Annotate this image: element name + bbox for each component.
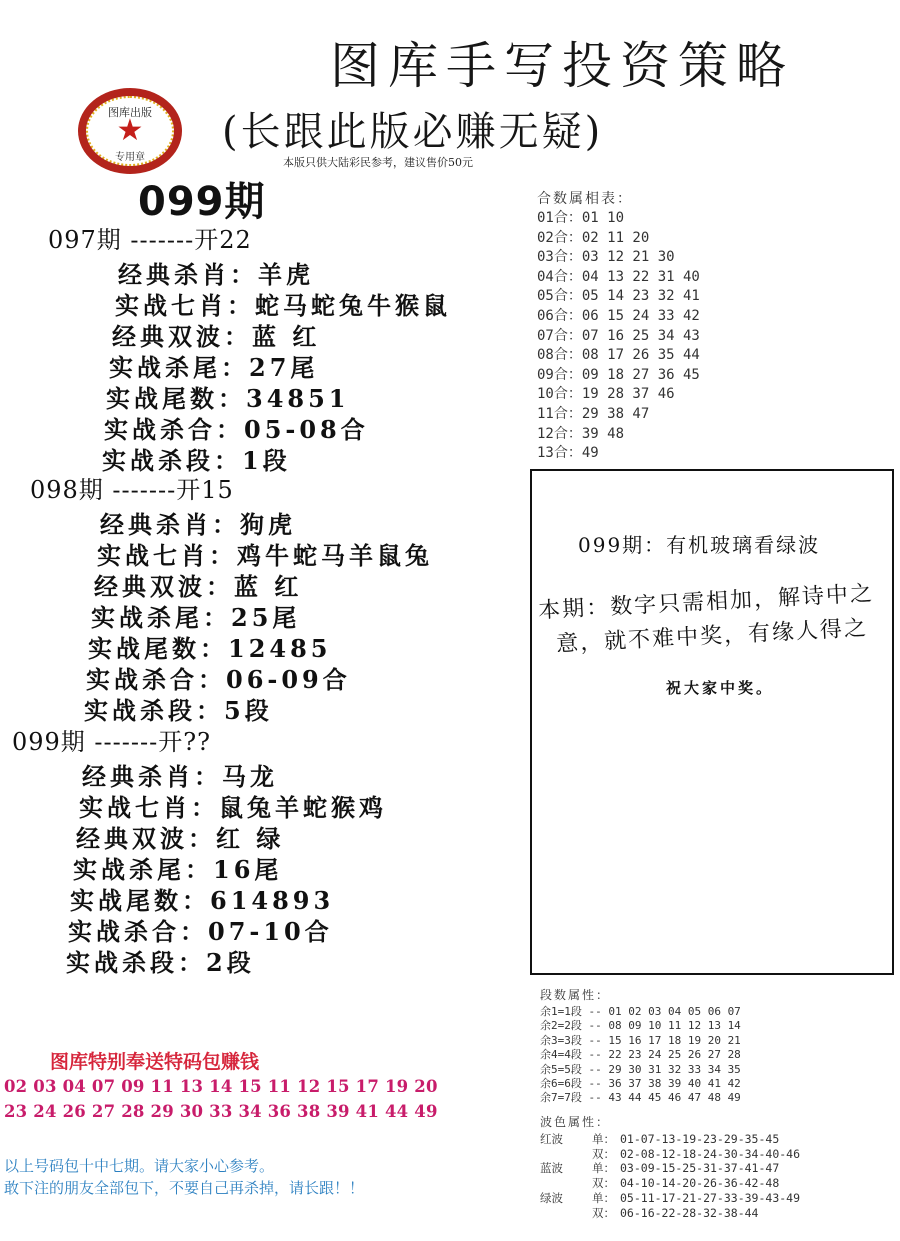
table-row: [540, 1132, 800, 1147]
table-row: 余1=1段 -- 01 02 03 04 05 06 07: [540, 1005, 741, 1018]
kill-sum-row: [12, 916, 387, 947]
table-row: 01合：01 10: [537, 210, 625, 226]
row-value: 马龙: [222, 762, 278, 791]
row-label: 实战尾数：: [70, 886, 210, 915]
period-block-098: [30, 470, 433, 726]
row-label: 实战杀段：: [66, 948, 206, 977]
table-row: 余2=2段 -- 08 09 10 11 12 13 14: [540, 1019, 741, 1033]
row-label: 经典杀肖：: [100, 510, 240, 539]
publisher-stamp: [78, 88, 182, 174]
table-row: [540, 1191, 800, 1206]
kill-sum-row: [48, 414, 451, 445]
row-value: 1段: [242, 446, 291, 475]
table-row: [540, 1147, 800, 1162]
row-value: 鸡牛蛇马羊鼠兔: [237, 541, 433, 570]
kill-zodiac-row: [12, 761, 387, 792]
row-value: 红 绿: [216, 824, 285, 853]
table-title: 段数属性：: [540, 988, 611, 1002]
double-wave-row: [12, 823, 387, 854]
row-label: 实战杀尾：: [91, 603, 231, 632]
row-value: 蛇马蛇兔牛猴鼠: [255, 291, 451, 320]
row-label: 经典杀肖：: [82, 762, 222, 791]
odd-even-label: 双：: [592, 1146, 615, 1161]
row-label: 经典杀肖：: [118, 260, 258, 289]
table-row: 08合：08 17 26 35 44: [537, 347, 700, 364]
wave-color-table: [540, 1113, 800, 1220]
promo-note: 敢下注的朋友全部包下，不要自己再杀掉，请长跟！！: [4, 1179, 365, 1197]
riddle-line: 099期：有机玻璃看绿波: [578, 533, 821, 557]
table-title: 合数属相表：: [537, 191, 633, 207]
table-row: [540, 1161, 800, 1176]
odd-even-label: 单：: [592, 1132, 615, 1146]
riddle-line: 意，就不难中奖，有缘人得之: [555, 615, 869, 658]
row-value: 27尾: [249, 353, 319, 382]
odd-even-label: 双：: [592, 1205, 615, 1220]
table-row: 05合：05 14 23 32 41: [537, 288, 700, 305]
page-subtitle: (长跟此版必赚无疑): [222, 109, 604, 155]
row-label: 经典双波：: [94, 572, 234, 601]
table-row: 06合：06 15 24 33 42: [537, 307, 700, 324]
double-wave-row: [30, 571, 433, 602]
row-label: 实战尾数：: [88, 634, 228, 663]
period-block-097: [48, 220, 451, 476]
wave-color-name: 红波: [540, 1132, 563, 1146]
period-header: 099期 -------开??: [12, 728, 211, 756]
kill-segment-row: [12, 947, 387, 978]
row-value: 2段: [206, 948, 255, 977]
row-label: 实战杀段：: [84, 696, 224, 725]
wave-numbers: 06-16-22-28-32-38-44: [620, 1205, 759, 1220]
kill-tail-row: [12, 854, 387, 885]
row-value: 16尾: [213, 855, 283, 884]
table-row: 09合：09 18 27 36 45: [537, 366, 700, 383]
star-icon: ★: [116, 113, 144, 148]
wave-numbers: 02-08-12-18-24-30-34-40-46: [620, 1146, 801, 1161]
table-row: 余4=4段 -- 22 23 24 25 26 27 28: [540, 1048, 741, 1062]
page-title: 图库手写投资策略: [330, 37, 794, 95]
table-row: 余3=3段 -- 15 16 17 18 19 20 21: [540, 1033, 741, 1047]
kill-tail-row: [48, 352, 451, 383]
row-value: 12485: [228, 634, 332, 663]
row-value: 蓝 红: [234, 572, 303, 601]
riddle-line: 本期：数字只需相加，解诗中之: [537, 581, 875, 624]
period-block-099: [12, 722, 387, 978]
riddle-box: [530, 469, 894, 975]
row-value: 25尾: [231, 603, 301, 632]
period-header: 098期 -------开15: [30, 476, 234, 504]
wave-numbers: 01-07-13-19-23-29-35-45: [620, 1132, 780, 1146]
row-value: 羊虎: [258, 260, 314, 289]
segment-attribute-table: [540, 986, 741, 1106]
row-label: 经典双波：: [76, 824, 216, 853]
table-row: 11合：29 38 47: [537, 405, 650, 422]
wave-numbers: 05-11-17-21-27-33-39-43-49: [620, 1190, 801, 1205]
stamp-top-text: 图库出版: [108, 106, 152, 119]
row-label: 实战七肖：: [79, 793, 219, 822]
row-value: 05-08合: [244, 415, 369, 444]
odd-even-label: 单：: [592, 1161, 615, 1176]
tail-number-row: [48, 383, 451, 414]
row-label: 经典双波：: [112, 322, 252, 351]
row-value: 34851: [246, 384, 350, 413]
table-row: [540, 1176, 800, 1191]
row-label: 实战杀尾：: [109, 353, 249, 382]
promo-note: 以上号码包十中七期。请大家小心参考。: [4, 1157, 275, 1175]
row-value: 07-10合: [208, 917, 333, 946]
seven-zodiac-row: [30, 540, 433, 571]
sum-attribute-table: [537, 188, 700, 464]
disclaimer-text: 本版只供大陆彩民参考，建议售价50元: [283, 156, 473, 169]
row-label: 实战杀合：: [104, 415, 244, 444]
table-row: 余6=6段 -- 36 37 38 39 40 41 42: [540, 1077, 741, 1091]
tail-number-row: [12, 885, 387, 916]
wave-numbers: 04-10-14-20-26-36-42-48: [620, 1176, 780, 1191]
kill-sum-row: [30, 664, 433, 695]
promo-title: 图库特别奉送特码包赚钱: [50, 1051, 260, 1073]
stamp-bottom-text: 专用章: [115, 152, 145, 163]
kill-tail-row: [30, 602, 433, 633]
period-header: 097期 -------开22: [48, 226, 252, 254]
double-wave-row: [48, 321, 451, 352]
wave-numbers: 03-09-15-25-31-37-41-47: [620, 1161, 780, 1176]
table-row: 12合：39 48: [537, 425, 625, 442]
table-row: 余7=7段 -- 43 44 45 46 47 48 49: [540, 1091, 741, 1105]
row-label: 实战尾数：: [106, 384, 246, 413]
table-row: 余5=5段 -- 29 30 31 32 33 34 35: [540, 1062, 741, 1076]
table-row: 07合：07 16 25 34 43: [537, 327, 700, 344]
row-value: 蓝 红: [252, 322, 321, 351]
table-row: 03合：03 12 21 30: [537, 249, 675, 266]
row-label: 实战七肖：: [97, 541, 237, 570]
seven-zodiac-row: [48, 290, 451, 321]
issue-number: 099期: [138, 179, 266, 225]
table-row: [540, 1206, 800, 1221]
row-value: 614893: [210, 886, 335, 915]
row-value: 06-09合: [226, 665, 351, 694]
row-label: 实战杀段：: [102, 446, 242, 475]
row-value: 鼠兔羊蛇猴鸡: [219, 793, 387, 822]
seven-zodiac-row: [12, 792, 387, 823]
kill-zodiac-row: [30, 509, 433, 540]
kill-zodiac-row: [48, 259, 451, 290]
row-label: 实战杀合：: [86, 665, 226, 694]
table-row: 02合：02 11 20: [537, 229, 650, 246]
row-value: 狗虎: [240, 510, 296, 539]
promo-numbers-line: 23 24 26 27 28 29 30 33 34 36 38 39 41 44 49: [4, 1102, 438, 1121]
wave-color-name: 蓝波: [540, 1161, 563, 1176]
row-label: 实战七肖：: [115, 291, 255, 320]
wave-color-name: 绿波: [540, 1190, 563, 1205]
tail-number-row: [30, 633, 433, 664]
odd-even-label: 单：: [592, 1190, 615, 1205]
table-row: 04合：04 13 22 31 40: [537, 268, 700, 285]
table-title: 波色属性：: [540, 1115, 611, 1129]
table-row: 10合：19 28 37 46: [537, 386, 675, 403]
row-label: 实战杀尾：: [73, 855, 213, 884]
row-label: 实战杀合：: [68, 917, 208, 946]
table-row: 13合：49: [537, 445, 599, 462]
promo-numbers-line: 02 03 04 07 09 11 13 14 15 11 12 15 17 19 20: [4, 1077, 438, 1096]
row-value: 5段: [224, 696, 273, 725]
odd-even-label: 双：: [592, 1176, 615, 1191]
blessing-text: 祝大家中奖。: [666, 679, 775, 697]
